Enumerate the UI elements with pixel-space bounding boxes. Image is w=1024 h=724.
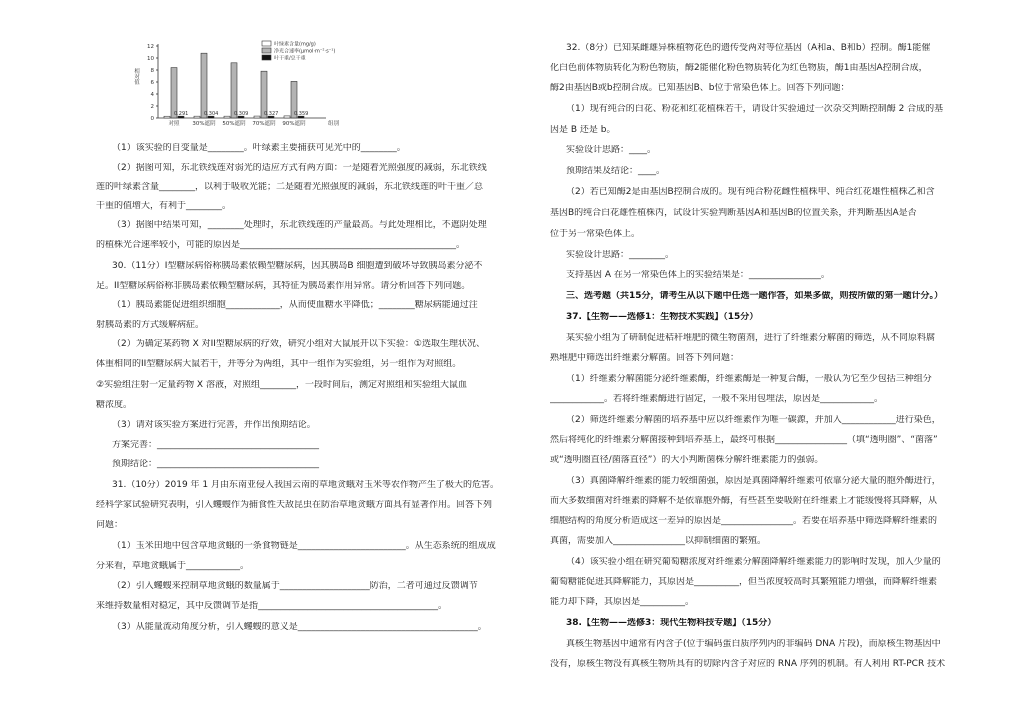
text-line: 实验设计思路：________。	[566, 250, 675, 260]
bar-0	[254, 116, 260, 118]
x-tick-label: 50%遮阴	[222, 121, 246, 127]
text-line: 没有，原核生物没有真核生物所具有的切除内含子对应的 RNA 序列的机制。有人利用 RT-PCR 技术	[550, 659, 946, 669]
text-line: ____________。若将纤维素酶进行固定，一般不采用包埋法，原因是____________。	[550, 394, 884, 404]
legend-swatch	[262, 48, 271, 53]
text-line: 干重的值增大，有利于________。	[96, 201, 232, 211]
text-line: （2）若已知酶2是由基因B控制合成的。现有纯合粉花雌性植株甲、纯合红花雄性植株乙和含	[566, 187, 935, 197]
data-label: 0.291	[174, 110, 189, 117]
text-line: 问题：	[96, 520, 124, 530]
text-line: 三、选考题（共15分，请考生从以下题中任选一题作答，如果多做，则按所做的第一题计分。）	[566, 291, 944, 301]
text-line: 30.（11分）I型糖尿病俗称胰岛素依赖型糖尿病，因其胰岛B 细胞遭到破坏导致胰岛素分泌不	[112, 261, 483, 271]
text-line: （2）引入蠼螋来控制草地贪蛾的数量属于____________________防治，二者可通过反馈调节	[112, 581, 478, 591]
legend-swatch	[262, 55, 271, 60]
text-line: 细胞结构的角度分析造成这一差异的原因是________________。若要在培养基中筛选降解纤维素的	[550, 516, 938, 526]
text-line: 37.【生物——选修1：生物技术实践】（15分）	[566, 312, 759, 322]
text-line: （2）筛选纤维素分解菌的培养基中应以纤维素作为唯一碳源，并加入____________进行染色，	[566, 415, 941, 425]
bar-chart	[130, 38, 370, 130]
data-label: 0.304	[204, 110, 219, 117]
text-line: （3）真菌降解纤维素的能力较细菌强，原因是真菌降解纤维素可依靠分泌大量的胞外酶进行，	[566, 476, 941, 486]
text-line: 支持基因 A 在另一常染色体上的实验结果是：________________。	[566, 270, 830, 280]
text-line: 因是 B 还是 b。	[550, 125, 616, 135]
text-line: 基因B的纯合白花雄性植株丙，试设计实验判断基因A和基因B的位置关系，并判断基因A是否	[550, 208, 917, 218]
bar-0	[194, 116, 200, 118]
bar-1	[231, 63, 237, 118]
text-line: 体重相同的II型糖尿病大鼠若干，并等分为两组，其中一组作为实验组，另一组作为对照组。	[96, 359, 462, 369]
text-line: 化白色前体物质转化为粉色物质，酶2能催化粉色物质转化为红色物质，酶1由基因A控制合成，	[550, 63, 928, 73]
x-axis-end-label: 组别	[328, 121, 340, 127]
data-label: 0.359	[294, 110, 309, 117]
text-line: 方案完善：____________________________________	[112, 440, 320, 450]
x-tick-label: 对照	[168, 121, 180, 127]
x-tick-label: 90%遮阴	[282, 121, 306, 127]
text-line: 位于另一常染色体上。	[550, 229, 641, 239]
text-line: （2）据图可知，东北铁线莲对弱光的适应方式有两方面：一是随着光照强度的减弱，东北铁线	[112, 163, 487, 173]
text-line: （4）该实验小组在研究葡萄糖浓度对纤维素分解菌降解纤维素能力的影响时发现，加入少量的	[566, 557, 941, 567]
legend-entry: 叶绿素含量(mg/g)	[274, 41, 316, 48]
text-line: 32.（8分）已知某雌雄异株植物花色的遗传受两对等位基因（A和a、B和b）控制。酶1能催	[566, 43, 931, 53]
text-line: 预期结果及结论：____。	[566, 166, 666, 176]
text-line: 某实验小组为了研制促进秸秆堆肥的微生物菌剂，进行了纤维素分解菌的筛选，从不同原料腐	[566, 333, 936, 343]
text-line: 然后将纯化的纤维素分解菌接种到培养基上，最终可根据________________（填“透明圈”、“菌落”	[550, 435, 938, 445]
legend-entry: 叶干重/总干重	[274, 55, 306, 62]
text-line: 或“透明圈直径/菌落直径”）的大小判断菌株分解纤维素能力的强弱。	[550, 455, 824, 465]
text-line: 而大多数细菌对纤维素的降解不是依靠胞外酶，有些甚至要吸附在纤维素上才能缓慢将其降解，从	[550, 496, 938, 506]
y-tick-label: 4	[150, 92, 154, 98]
text-line: （1）现有纯合的白花、粉花和红花植株若干，请设计实验通过一次杂交判断控制酶 2 合成的基	[566, 104, 944, 114]
text-line: 射胰岛素的方式缓解病症。	[96, 320, 205, 330]
text-line: 31.（10分）2019 年 1 月由东南亚侵入我国云南的草地贪蛾对玉米等农作物产生了极大的危害。	[112, 480, 499, 490]
text-line: 预期结论：____________________________________	[112, 459, 320, 469]
text-line: 实验设计思路：____。	[566, 145, 657, 155]
text-line: 真菌，需要加入________________以抑制细菌的繁殖。	[550, 536, 767, 546]
bar-0	[284, 116, 290, 118]
text-line: （1）玉米田地中包含草地贪蛾的一条食物链是________________________。从生态系统的组成成	[112, 541, 496, 551]
bar-0	[164, 116, 170, 118]
text-line: 酶2由基因B或b控制合成。已知基因B、b位于常染色体上。回答下列问题：	[550, 83, 850, 93]
text-line: 糖浓度。	[96, 400, 133, 410]
text-line: 能力却下降，其原因是__________。	[550, 597, 695, 607]
data-label: 0.327	[264, 110, 279, 117]
text-line: （1）该实验的自变量是________。叶绿素主要捕获可见光中的________。	[112, 143, 406, 153]
text-line: 来维持数量相对稳定，其中反馈调节是指________________________________________。	[96, 601, 448, 611]
text-line: 足。II型糖尿病俗称非胰岛素依赖型糖尿病，其特征为胰岛素作用异常。请分析回答下列问题。	[96, 281, 471, 291]
legend-entry: 净光合速率(μmol·m⁻²·s⁻¹)	[274, 48, 336, 55]
text-line: （3）从能量流动角度分析，引入蠼螋的意义是________________________________________。	[112, 622, 487, 632]
legend-swatch	[262, 41, 271, 46]
text-line: （1）胰岛素能促进组织细胞____________，从而使血糖水平降低；________糖尿病能通过注	[112, 300, 478, 310]
y-axis-label: 相对值	[133, 68, 139, 85]
text-line: 葡萄糖能促进其降解能力，其原因是__________，但当浓度较高时其繁殖能力增强，而降解纤维素	[550, 577, 938, 587]
text-line: 的植株光合速率较小，可能的原因是________________________________________________。	[96, 240, 466, 250]
y-tick-label: 8	[150, 68, 154, 74]
bar-1	[201, 53, 207, 118]
text-line: ②实验组注射一定量药物 X 溶液，对照组________，一段时间后，测定对照组和实验组大鼠血	[96, 380, 467, 390]
x-tick-label: 30%遮阴	[192, 121, 216, 127]
text-line: 经科学家试验研究表明，引入蠼螋作为捕食性天敌昆虫在防治草地贪蛾方面具有显著作用。回答下列	[96, 500, 493, 510]
y-tick-label: 6	[150, 80, 154, 86]
data-label: 0.309	[234, 110, 249, 117]
text-line: （2）为确定某药物 X 对II型糖尿病的疗效，研究小组对大鼠展开以下实验：①选取生理状况、	[112, 339, 485, 349]
text-line: 熟堆肥中筛选出纤维素分解菌。回答下列问题：	[550, 353, 740, 363]
y-tick-label: 0	[150, 116, 154, 122]
text-line: 真核生物基因中通常有内含子(位于编码蛋白质序列内的非编码 DNA 片段)，而原核生物基因中	[566, 639, 941, 649]
text-line: 38.【生物——选修3：现代生物科技专题】（15分）	[566, 618, 777, 628]
text-line: 莲的叶绿素含量________，以利于吸收光能；二是随着光照强度的减弱，东北铁线莲的叶干重／总	[96, 182, 484, 192]
y-tick-label: 10	[147, 56, 154, 62]
text-line: 分来看，草地贪蛾属于____________。	[96, 561, 250, 571]
text-line: （3）请对该实验方案进行完善，并作出预期结论。	[112, 420, 316, 430]
bar-0	[224, 116, 230, 118]
y-tick-label: 12	[147, 44, 154, 50]
text-line: （3）据图中结果可知，________处理时，东北铁线莲的产量最高。与此处理相比，不遮阴处理	[112, 220, 487, 230]
text-line: （1）纤维素分解菌能分泌纤维素酶，纤维素酶是一种复合酶，一般认为它至少包括三种组分	[566, 374, 932, 384]
y-tick-label: 2	[150, 104, 154, 110]
x-tick-label: 70%遮阴	[252, 121, 276, 127]
